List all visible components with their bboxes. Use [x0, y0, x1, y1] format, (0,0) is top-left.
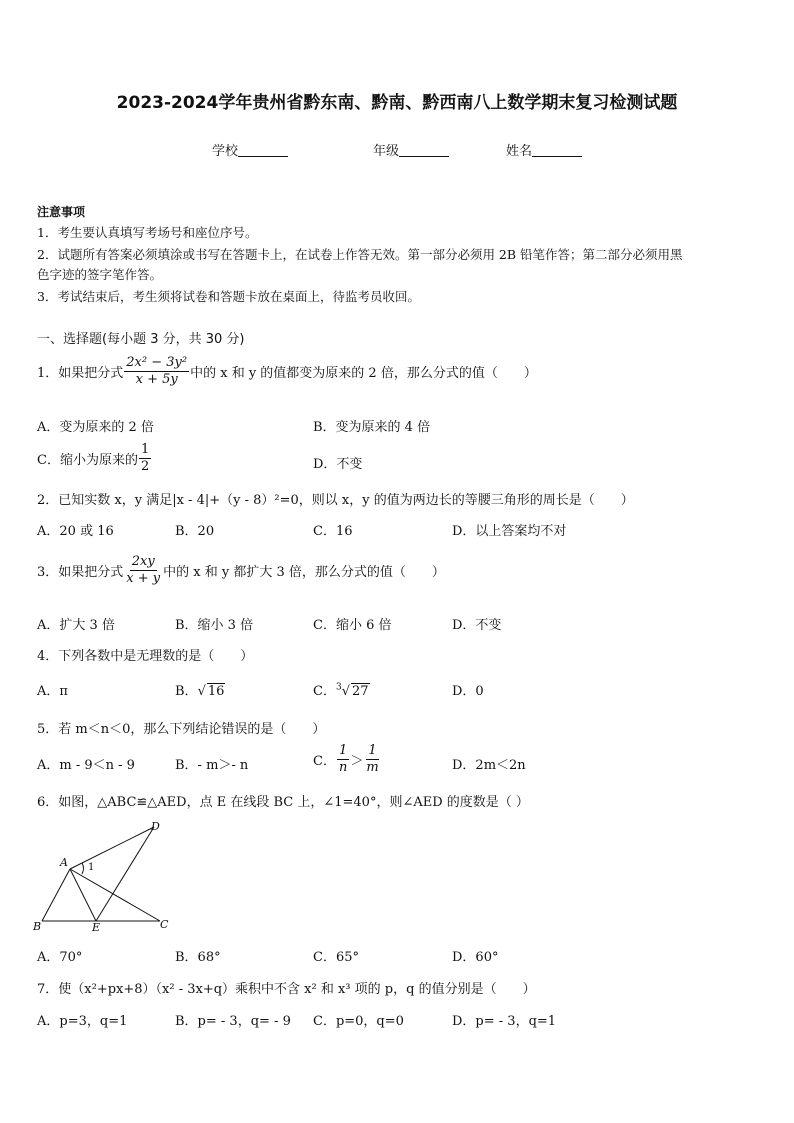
question-6-stem: 6．如图，△ABC≌△AED，点 E 在线段 BC 上，∠1=40°，则∠AED 的度数是（ ） [37, 795, 529, 810]
grade-label: 年级 [373, 144, 400, 159]
page-title: 2023-2024学年贵州省黔东南、黔南、黔西南八上数学期末复习检测试题 [116, 93, 678, 113]
vertex-label-b: B [33, 920, 42, 933]
grade-blank[interactable] [399, 144, 449, 157]
q3-option-c[interactable]: C．缩小 6 倍 [313, 618, 392, 633]
vertex-label-c: C [160, 918, 169, 931]
notice-item-3: 3．考试结束后，考生须将试卷和答题卡放在桌面上，待监考员收回。 [37, 289, 420, 304]
question-5-stem: 5．若 m＜n＜0，那么下列结论错误的是（ ） [37, 722, 326, 737]
q1-option-b[interactable]: B．变为原来的 4 倍 [313, 420, 431, 435]
q3-option-b[interactable]: B．缩小 3 倍 [175, 618, 254, 633]
vertex-label-a: A [60, 856, 68, 869]
q7-option-d[interactable]: D．p= - 3，q=1 [452, 1014, 557, 1029]
cbrt-icon: √ [341, 684, 350, 699]
line-ab [42, 869, 70, 921]
grade-field[interactable] [373, 140, 449, 159]
q7-option-c[interactable]: C．p=0，q=0 [313, 1014, 404, 1029]
q5-option-c[interactable] [313, 743, 382, 777]
q4-option-b-label: B． [175, 684, 198, 699]
q3-prefix: 3．如果把分式 [37, 565, 124, 581]
vertex-label-d: D [151, 820, 160, 833]
q5-c-den-1: n [338, 760, 348, 776]
q1-prefix: 1．如果把分式 [37, 366, 124, 382]
q5-c-num-1: 1 [337, 743, 349, 760]
q1-option-c[interactable] [37, 442, 152, 476]
notice-heading: 注意事项 [37, 205, 86, 219]
q3-suffix: 中的 x 和 y 都扩大 3 倍，那么分式的值（ ） [163, 565, 445, 581]
q3-fraction [124, 554, 162, 588]
q5-c-operator: ＞ [350, 754, 364, 770]
q1-fraction [124, 355, 189, 389]
q4-option-a[interactable]: A．π [37, 684, 68, 699]
q2-option-d[interactable]: D．以上答案均不对 [452, 524, 567, 539]
vertex-label-e: E [92, 921, 101, 933]
name-label: 姓名 [506, 144, 533, 159]
school-blank[interactable] [238, 144, 288, 157]
q4-option-d[interactable]: D．0 [452, 684, 484, 699]
name-blank[interactable] [532, 144, 582, 157]
notice-item-2-cont: 色字迹的签字笔作答。 [37, 267, 163, 282]
q4-c-root-index: 3 [335, 682, 342, 693]
q4-option-c-label: C． [313, 684, 336, 699]
q1-option-c-fraction [139, 442, 151, 476]
q6-option-b[interactable]: B．68° [175, 950, 221, 965]
notice-item-1: 1．考生要认真填写考场号和座位序号。 [37, 225, 258, 240]
q7-option-a[interactable]: A．p=3，q=1 [37, 1014, 128, 1029]
q5-c-fraction-1 [337, 743, 349, 777]
q1-option-d[interactable]: D．不变 [313, 457, 363, 472]
q3-numerator: 2xy [130, 554, 157, 571]
question-7-stem: 7．使（x²+px+8）（x² - 3x+q）乘积中不含 x² 和 x³ 项的 p，q 的值分别是（ ） [37, 982, 536, 997]
q3-option-d[interactable]: D．不变 [452, 618, 502, 633]
q4-option-c[interactable] [313, 680, 370, 699]
q5-option-d[interactable]: D．2m＜2n [452, 758, 526, 773]
q1-c-denominator: 2 [140, 459, 150, 475]
q2-option-b[interactable]: B．20 [175, 524, 215, 539]
q1-option-a[interactable]: A．变为原来的 2 倍 [37, 420, 154, 435]
school-field[interactable] [212, 140, 288, 159]
angle-label-1: 1 [88, 862, 95, 873]
q4-b-radicand: 16 [207, 684, 225, 699]
q1-denominator: x + 5y [135, 372, 178, 388]
q5-option-b[interactable]: B．- m＞- n [175, 758, 249, 773]
q5-c-num-2: 1 [366, 743, 378, 760]
q1-c-numerator: 1 [139, 442, 151, 459]
question-2-stem: 2．已知实数 x，y 满足|x - 4|+（y - 8）²=0，则以 x，y 的值为两边长的等腰三角形的周长是（ ） [37, 493, 634, 508]
q5-c-den-2: m [366, 760, 379, 776]
question-3-stem [37, 554, 445, 588]
q4-c-radicand: 27 [351, 684, 369, 699]
sqrt-icon: √ [197, 684, 206, 699]
q6-option-d[interactable]: D．60° [452, 950, 499, 965]
q5-c-fraction-2 [364, 743, 380, 777]
q6-option-c[interactable]: C．65° [313, 950, 359, 965]
notice-item-2: 2．试题所有答案必须填涂或书写在答题卡上，在试卷上作答无效。第一部分必须用 2B 铅笔作答；第二部分必须用黑 [37, 247, 683, 262]
angle-1-arc [82, 863, 84, 874]
q2-option-c[interactable]: C．16 [313, 524, 353, 539]
name-field[interactable] [506, 140, 582, 159]
q6-triangle-figure [30, 818, 180, 933]
section-heading: 一、选择题(每小题 3 分，共 30 分) [37, 332, 245, 347]
q5-option-a[interactable]: A．m - 9＜n - 9 [37, 758, 135, 773]
q3-denominator: x + y [126, 571, 161, 587]
question-1-stem [37, 355, 537, 389]
q2-option-a[interactable]: A．20 或 16 [37, 524, 114, 539]
q4-option-b[interactable] [175, 680, 225, 699]
q3-option-a[interactable]: A．扩大 3 倍 [37, 618, 115, 633]
q1-numerator: 2x² − 3y² [124, 355, 189, 372]
q5-option-c-label: C． [313, 754, 336, 770]
q6-option-a[interactable]: A．70° [37, 950, 83, 965]
q1-option-c-label: C．缩小为原来的 [37, 453, 138, 469]
q1-suffix: 中的 x 和 y 的值都变为原来的 2 倍，那么分式的值（ ） [190, 366, 537, 382]
school-label: 学校 [212, 144, 239, 159]
q7-option-b[interactable]: B．p= - 3，q= - 9 [175, 1014, 291, 1029]
question-4-stem: 4．下列各数中是无理数的是（ ） [37, 649, 254, 664]
